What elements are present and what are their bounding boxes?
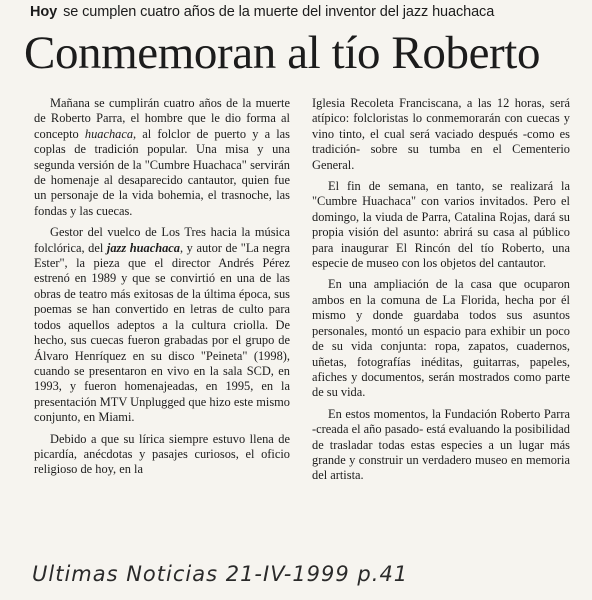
- kicker-label: Hoy: [30, 4, 58, 20]
- article-column-right: [312, 96, 570, 490]
- headline: Conmemoran al tío Roberto: [24, 27, 541, 79]
- article-paragraph: En estos momentos, la Fundación Roberto Parra -creada el año pasado- está evaluando la posibilidad de trasladar todas estas especies a un lugar más grande y construir un verdadero museo en memoria del artista.: [312, 406, 570, 483]
- article-paragraph: Iglesia Recoleta Franciscana, a las 12 horas, será atípico: folcloristas lo conmemorarán con cuecas y vino tinto, el cual será vaciado después -como es tradición- sobre su tumba en el Cementerio General.: [312, 96, 570, 172]
- article-paragraph: Mañana se cumplirán cuatro años de la muerte de Roberto Parra, el hombre que le dio forma al concepto huachaca, al folclor de puerto y a las coplas de tradición popular. Una misa y una segunda versión de la "Cumbre Huachaca" servirán de homenaje al desaparecido cantautor, quien fue un personaje de la vida bohemia, el trasnoche, las fondas y las cuecas.: [34, 96, 290, 218]
- article-paragraph: En una ampliación de la casa que ocuparon ambos en la comuna de La Florida, hecha por él mismo y donde guardaba todos sus asuntos personales, montó un espacio para exhibir un poco de su vida conjunta: ropa, zapatos, cuadernos, uñetas, fotografías inéditas, guitarras, papeles, afiches y documentos, serán mostrados como parte de su vida.: [312, 277, 570, 400]
- handwritten-annotation: Ultimas Noticias 21-IV-1999 p.41: [32, 562, 409, 586]
- article-paragraph: El fin de semana, en tanto, se realizará la "Cumbre Huachaca" con varios invitados. Pero el domingo, la viuda de Parra, Catalina Rojas, dará su propia visión del asunto: abrirá su casa al público para inaugurar El Rincón del tío Roberto, una especie de museo con los objetos del cantautor.: [312, 179, 570, 271]
- article-paragraph: Debido a que su lírica siempre estuvo llena de picardía, anécdotas y pasajes curiosos, el oficio religioso de hoy, en la: [34, 431, 290, 477]
- italic-term: huachaca: [84, 126, 134, 141]
- kicker-text: se cumplen cuatro años de la muerte del inventor del jazz huachaca: [63, 4, 495, 20]
- article-paragraph: Gestor del vuelco de Los Tres hacia la música folclórica, del jazz huachaca, y autor de "La negra Ester", la pieza que el director Andrés Pérez estrenó en 1989 y que se convirtió en una de las obras de teatro más exitosas de la última época, sus poemas se han convertido en letras de culto para todos aquellos adeptos a la cultura criolla. De hecho, sus cuecas fueron grabadas por el grupo de Álvaro Henríquez en su disco "Peineta" (1998), cuando se presentaron en vivo en la sala SCD, en 1993, y fueron homenajeadas, en 1995, en la presentación MTV Unplugged que hizo este mismo conjunto, en Miami.: [34, 225, 290, 425]
- italic-term: jazz huachaca: [106, 240, 180, 255]
- article-column-left: [34, 96, 290, 484]
- kicker-line: [30, 3, 586, 21]
